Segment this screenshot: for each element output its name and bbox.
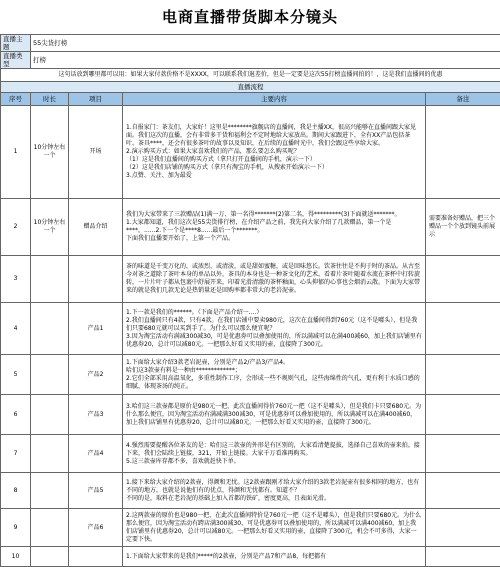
content-line: 我们为大家带来了三款赠品(1)满一万、第一名得*******(2)第二名，得*********(3)下面就送*******。	[126, 211, 422, 219]
table-row	[1, 256, 500, 303]
row-remark	[426, 106, 500, 199]
document-title: 电商直播带货脚本分镜头	[0, 0, 500, 34]
row-item	[69, 547, 123, 567]
meta-row-type	[1, 52, 500, 69]
table-row	[1, 106, 500, 199]
row-item: 产品3	[69, 395, 123, 435]
row-duration: 10分钟左右一个	[31, 106, 69, 199]
row-remark	[426, 395, 500, 435]
row-item: 产品4	[69, 435, 123, 473]
type-value: 打榜	[31, 52, 500, 69]
content-line: 3.点赞、关注、加为最爱	[126, 172, 422, 180]
content-line: 4.强烈需要提醒各位茶友的是：哈们这三款壶的外形是有区别的，大家看清楚提拔，选择自己喜欢的壶来拍。接下来，我们会陆续上链接，321，开始上链接。大家千万看准再购买。	[126, 442, 422, 458]
row-number: 3	[1, 256, 31, 303]
content-line: 1.自报家门：茶友们，大家好！这里是********旗舰店的直播间，我是主播XX，很高兴能够在直播间跟大家见面。我们这次的直播，会有非常多干货和福利会不定时地给大家放出。期间大家跟进下，全有XX产品包括茶叶、茶具****，还会有很多茶叶的故事以及知识，在后续的直播时光中，我们会跟这些享给大家。	[126, 124, 422, 148]
row-number: 5	[1, 355, 31, 395]
row-content	[123, 256, 426, 303]
header-no: 序号	[1, 93, 31, 106]
row-content	[123, 106, 426, 199]
content-line: 哈们这3款壶有料是一种由*************；	[126, 367, 422, 375]
table-row	[1, 473, 500, 509]
table-row	[1, 509, 500, 547]
row-content	[123, 303, 426, 355]
content-line: 1.下面给大家介绍3款老岩泥壶，分别是产品2/产品3/产品4。	[126, 359, 422, 367]
row-number: 2	[1, 199, 31, 256]
script-table	[0, 34, 500, 567]
table-row	[1, 435, 500, 473]
topic-label: 直播主题	[1, 35, 31, 52]
row-number: 8	[1, 473, 31, 509]
row-remark	[426, 435, 500, 473]
row-content	[123, 435, 426, 473]
row-item: 产品1	[69, 303, 123, 355]
row-content	[123, 355, 426, 395]
topic-value: 55尖货打榜	[31, 35, 500, 52]
table-row	[1, 199, 500, 256]
row-item: 赠品介绍	[69, 199, 123, 256]
row-number: 9	[1, 509, 31, 547]
row-remark	[426, 473, 500, 509]
row-number: 6	[1, 395, 31, 435]
content-line: 1.接下来给大家介绍的2款壶，得颜和无忧。这2款壶跟刚才给大家介绍的3款老岩泥壶有很多相同的地方，也有不同的地方，也就是说他们有的优点，得颜和无忧都有。知道不？	[126, 479, 422, 495]
content-line: 2.这两款壶的原价也是980一把，在此次直播间特价是760元一把（这不是噱头），但是我们只要680元。为什么那么便宜，因为淘宝活动有跨店满300减30，可是优惠券可以叠加使用的，所以满减可以满400减60，加上我们店铺里有优惠券20，总计可以减80元。一把那么好看又实用的壶，直接降了300元，机会不可多得，大家一定要下快。	[126, 512, 422, 544]
note-text: 这句话放到哪里都可以用：如果大家付款价格不是XXXX，可以联系我们退差价，但是一定要是这次55打榜直播间拍的！，这是我们直播间的优惠	[1, 69, 500, 82]
row-item: 产品5	[69, 473, 123, 509]
content-line: 3.哈们这三款壶都是原价是980元一把，此次直播间得价760元一把（这不是噱头），但是我们卡只要680元。为什么那么便宜，因为淘宝活动有满减满300减30，可是优惠券可以叠加使用的，所以满减可以在满400减60，加上我们店铺里有优惠券20，总计可以减80元。一把那么好看又实用的壶，直接降了300元。	[126, 403, 422, 427]
header-row	[1, 93, 500, 106]
row-duration	[31, 303, 69, 355]
row-remark	[426, 547, 500, 567]
row-remark	[426, 256, 500, 303]
row-duration	[31, 256, 69, 303]
flow-row	[1, 82, 500, 93]
content-line: 1.下面给大家带来的是我们*****的2款壶，分别是产品7和产品8，每把都有	[126, 553, 422, 561]
type-label: 直播类型	[1, 52, 31, 69]
row-number: 10	[1, 547, 31, 567]
table-row	[1, 303, 500, 355]
row-item: 产品6	[69, 509, 123, 547]
table-row	[1, 355, 500, 395]
row-remark: 需要准备好赠品，把三个赠品一个个放到镜头前展示	[426, 199, 500, 256]
row-item: 产品2	[69, 355, 123, 395]
row-item	[69, 256, 123, 303]
row-remark	[426, 509, 500, 547]
note-row	[1, 69, 500, 82]
row-item: 开场	[69, 106, 123, 199]
content-line: 1.下一款是我们的******。（下面是产品介绍一....）	[126, 309, 422, 317]
row-duration	[31, 547, 69, 567]
row-number: 7	[1, 435, 31, 473]
row-content	[123, 509, 426, 547]
row-number: 1	[1, 106, 31, 199]
content-line: 2.我们直播间只有4款，只有4款。在我们店铺中要卖980元，这次在直播间得到760元（这不是噱头），但是我们只要680元就可以买到手了。为什么可以那么便宜呢？	[126, 317, 422, 333]
header-duration: 时长	[31, 93, 69, 106]
row-remark	[426, 303, 500, 355]
content-line: （1）这是我们直播间的购买方式（拿只打开直播间的手机，演示一下）	[126, 156, 422, 164]
row-duration	[31, 473, 69, 509]
row-duration	[31, 509, 69, 547]
content-line: （2）这是我们店铺的购买方式（拿只有淘宝的手机，从搜索开始演示一下）	[126, 164, 422, 172]
row-duration	[31, 435, 69, 473]
row-content	[123, 473, 426, 509]
content-line: 茶的味道是千变万化的，或浓烈、或清淡，或是甜如蜜糖，或是回味悠长。饮茶往往是不拘于时的茶品。从古至今对茶之道除了茶叶本身的单品以外，茶具的本身也是一种茶文化的艺术。看着片茶叶随着水流在茶杯中打转旋转，一片片叶子都从包裹中舒展开来，印着光滑清澈的茶杯釉面，心头抑郁的心事也会烟消云散。下面为大家带来的就是我们几款无论是热销量还是回购率都非常大的老岩泥壶。	[126, 263, 422, 295]
content-line: 1.大家都知道，我们这次是55尖货排行榜，在介绍产品之前，我先向大家介绍了几款赠品，第一个是****，......2.下一个是****8......最后一个*******。	[126, 219, 422, 235]
content-line: 2.演示购买方式：如果大家喜欢我们的产品，那么要怎么购买呢？	[126, 148, 422, 156]
content-line: 5.这三款壶库存都不多，喜欢就赶快下单。	[126, 458, 422, 466]
row-duration: 10分钟左右一个	[31, 199, 69, 256]
row-content	[123, 547, 426, 567]
row-content	[123, 199, 426, 256]
flow-title: 直播流程	[1, 82, 500, 93]
content-line: 不同的是，取料在老岩泥的基础上加入首都的铁矿，密度更高，且表面光滑。	[126, 495, 422, 503]
content-line: 下面我们直播要开始了，上第一个产品。	[126, 235, 422, 243]
content-line: 2.它们全部采用高温氧化，多重性制作工序，会形成一些不规则气孔，这些海绵性的气孔，更有利于水质口感的细腻，体现茶汤的纯正。	[126, 375, 422, 391]
meta-row-topic	[1, 35, 500, 52]
row-number: 4	[1, 303, 31, 355]
row-duration	[31, 355, 69, 395]
table-row	[1, 395, 500, 435]
header-content: 主要内容	[123, 93, 426, 106]
row-remark	[426, 355, 500, 395]
header-remark: 备注	[426, 93, 500, 106]
header-item: 项目	[69, 93, 123, 106]
row-duration	[31, 395, 69, 435]
row-content	[123, 395, 426, 435]
content-line: 3.因为淘宝活动有满减300减30，可是优惠券可以叠加使用的，所以满减可以在满400减60，加上我们店铺里有优惠券20，总计可以减80元。一把那么好看又实用的壶，直接降了300元。	[126, 333, 422, 349]
table-row	[1, 547, 500, 567]
